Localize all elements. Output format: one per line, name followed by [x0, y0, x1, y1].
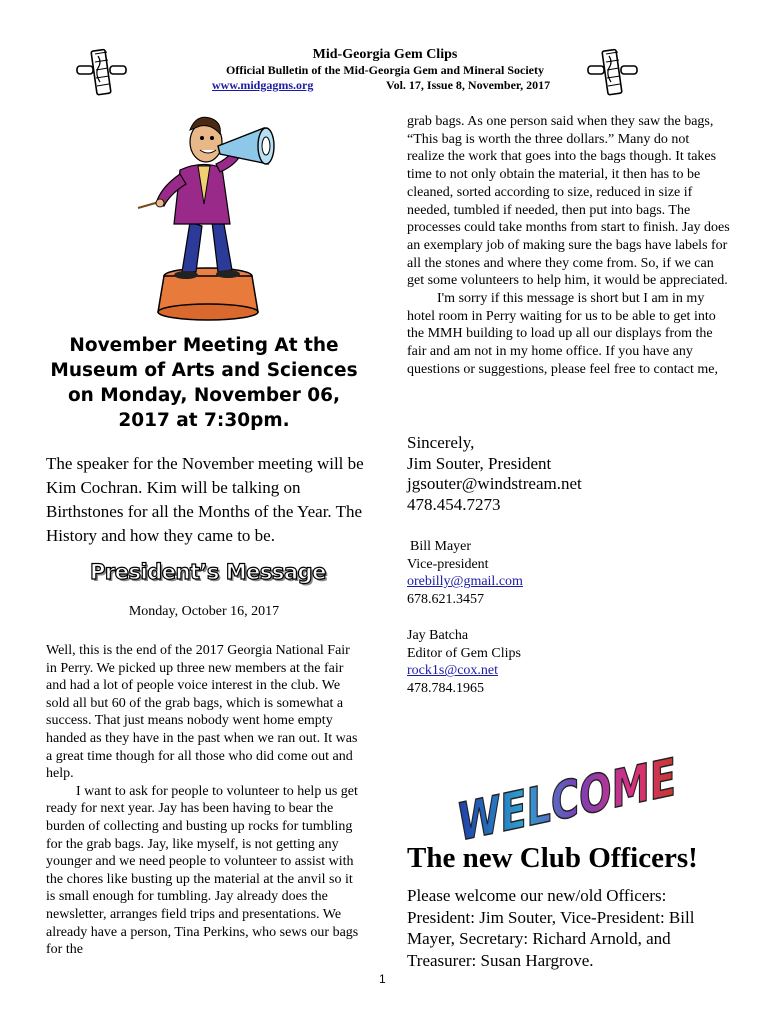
masthead	[180, 46, 590, 94]
newsletter-subtitle: Official Bulletin of the Mid-Georgia Gem and Mineral Society	[226, 63, 544, 77]
website-link[interactable]: www.midgagms.org	[212, 78, 314, 92]
newsletter-title: Mid-Georgia Gem Clips	[312, 47, 458, 62]
meeting-heading: November Meeting At the Museum of Arts and Sciences on Monday, November 06, 2017 at 7:30pm.	[50, 335, 358, 431]
meeting-description: The speaker for the November meeting will be Kim Cochran. Kim will be talking on Birthstones for all the Months of the Year. The History and how they came to be.	[46, 454, 364, 545]
vice-president-contact	[407, 538, 523, 609]
vp-phone: 678.621.3457	[407, 592, 484, 608]
officers-announcement: Please welcome our new/old Officers: President: Jim Souter, Vice-President: Bill Mayer, Secretary: Richard Arnold, and Treasurer: Susan Hargrove.	[407, 886, 695, 970]
editor-phone: 478.784.1965	[407, 681, 484, 697]
editor-email-link[interactable]: rock1s@cox.net	[407, 663, 499, 679]
masthead-info-line	[180, 78, 590, 94]
welcome-wordart	[452, 714, 754, 854]
megaphone-announcer-icon	[130, 104, 300, 324]
editor-contact	[407, 627, 521, 698]
message-paragraph: grab bags. As one person said when they saw the bags, “This bag is worth the three dollars.” Many do not realize the work that goes into the bags though. It takes time to not only obtain the material, it then has to be cleaned, sorted according to size, reduced in size if needed, tumbled if needed, then put into bags. The processes could take months from start to finish. Jay does an exemplary job of making sure the bags have labels for all the stones and where they come from. So, if we can get some volunteers to help him, it would be appreciated.	[407, 114, 730, 289]
president-name: Jim Souter, President	[407, 453, 552, 473]
page-number: 1	[379, 972, 386, 986]
rockhound-hammer-emblem-icon	[74, 44, 130, 100]
issue-info: Vol. 17, Issue 8, November, 2017	[386, 78, 551, 92]
president-message-body	[46, 642, 364, 959]
vp-title: Vice-president	[407, 556, 489, 572]
president-message-title: President’s Message	[90, 560, 326, 584]
welcome-text: WELCOME	[458, 730, 754, 854]
message-paragraph: Well, this is the end of the 2017 Georgia National Fair in Perry. We picked up three new members at the fair and had a lot of people voice interest in the club. We sold all but 60 of the grab bags, which is somewhat a success. That just means nobody went home empty handed as they have in the past when we ran out. It was a great time though for all those who did come out and help.	[46, 643, 358, 782]
president-message-continued	[407, 113, 730, 379]
vp-name: Bill Mayer	[410, 539, 472, 554]
officers-heading: The new Club Officers!	[407, 842, 698, 874]
closing: Sincerely,	[407, 433, 475, 452]
president-phone: 478.454.7273	[407, 494, 501, 514]
message-paragraph: I want to ask for people to volunteer to help us get ready for next year. Jay has been having to bear the burden of collecting and busting up rocks for tumbling for the grab bags. Jay, like myself, is not getting any younger and we need people to volunteer to assist with the chores like busting up the material at the anvil so it is small enough for tumbling. Jay already does the newsletter, arranges field trips and presentations. We already have a person, Tina Perkins, who sews our bags for the	[46, 783, 359, 958]
vp-email-link[interactable]: orebilly@gmail.com	[407, 574, 523, 590]
message-date: Monday, October 16, 2017	[128, 604, 280, 619]
signature-block	[407, 433, 582, 515]
rockhound-hammer-emblem-icon	[585, 44, 641, 100]
editor-title: Editor of Gem Clips	[407, 645, 521, 661]
message-paragraph: I'm sorry if this message is short but I am in my hotel room in Perry waiting for us to be able to get into the MMH building to load up all our displays from the fair and am not in my home office. If you have any questions or suggestions, please feel free to contact me,	[407, 291, 719, 377]
editor-name: Jay Batcha	[407, 628, 469, 643]
president-email: jgsouter@windstream.net	[407, 474, 582, 493]
